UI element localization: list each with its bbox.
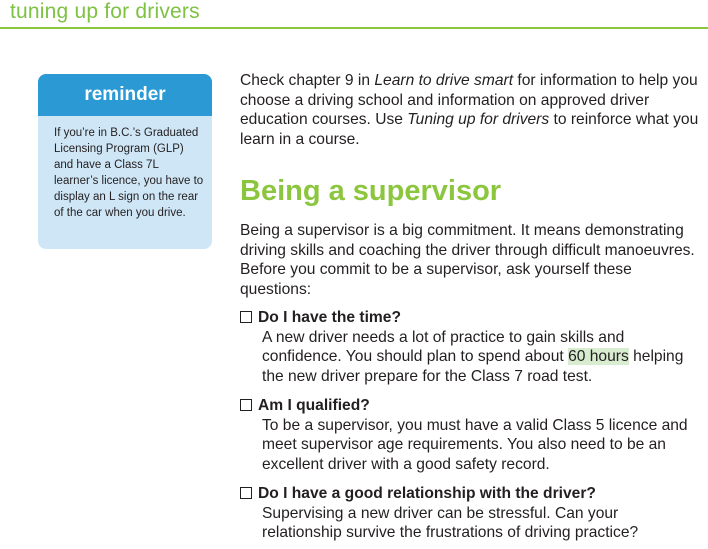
section-heading: Being a supervisor (240, 175, 502, 207)
question-heading (240, 396, 700, 416)
checkbox-icon[interactable] (240, 487, 252, 499)
header-divider (0, 27, 708, 29)
page-header-title: tuning up for drivers (10, 0, 200, 23)
highlighted-text: 60 hours (568, 348, 629, 365)
reminder-text: If you’re in B.C.’s Graduated Licensing Program (GLP) and have a Class 7L learner’s licence, you have to display an L sign on the rear of the car when you drive. (54, 127, 204, 219)
question-answer: Supervising a new driver can be stressful. Can your relationship survive the frustrations of driving practice? (262, 504, 639, 541)
checkbox-icon[interactable] (240, 311, 252, 323)
question-item (240, 308, 700, 386)
question-text: Do I have the time? (258, 309, 401, 326)
checkbox-icon[interactable] (240, 399, 252, 411)
question-item (240, 484, 700, 543)
intro-paragraph (240, 71, 700, 149)
intro-text-2: for information to help you choose a driving school and information on approved driver education courses. Use (240, 72, 698, 128)
intro-book-title-1: Learn to drive smart (374, 72, 514, 89)
question-answer (262, 328, 700, 387)
question-heading (240, 308, 700, 328)
question-text: Do I have a good relationship with the driver? (258, 485, 596, 502)
reminder-box (38, 74, 212, 249)
question-answer: To be a supervisor, you must have a valid Class 5 licence and meet supervisor age requirements. You also need to be an excellent driver with a good safety record. (262, 416, 688, 473)
section-paragraph: Being a supervisor is a big commitment. It means demonstrating driving skills and coaching the driver through difficult manoeuvres. Before you commit to be a supervisor, ask yourself these questions: (240, 222, 695, 298)
question-item (240, 396, 700, 474)
intro-book-title-2: Tuning up for drivers (407, 111, 550, 128)
question-heading (240, 484, 700, 504)
answer-text-1: A new driver needs a lot of practice to gain skills and confidence. You should plan to spend about (262, 328, 625, 365)
intro-text-1: Check chapter 9 in (240, 72, 375, 89)
question-text: Am I qualified? (258, 397, 370, 414)
reminder-title: reminder (38, 74, 212, 116)
answer-text-2: helping the new driver prepare for the Class 7 road test. (262, 348, 684, 385)
intro-text-3: to reinforce what you learn in a course. (240, 111, 699, 148)
